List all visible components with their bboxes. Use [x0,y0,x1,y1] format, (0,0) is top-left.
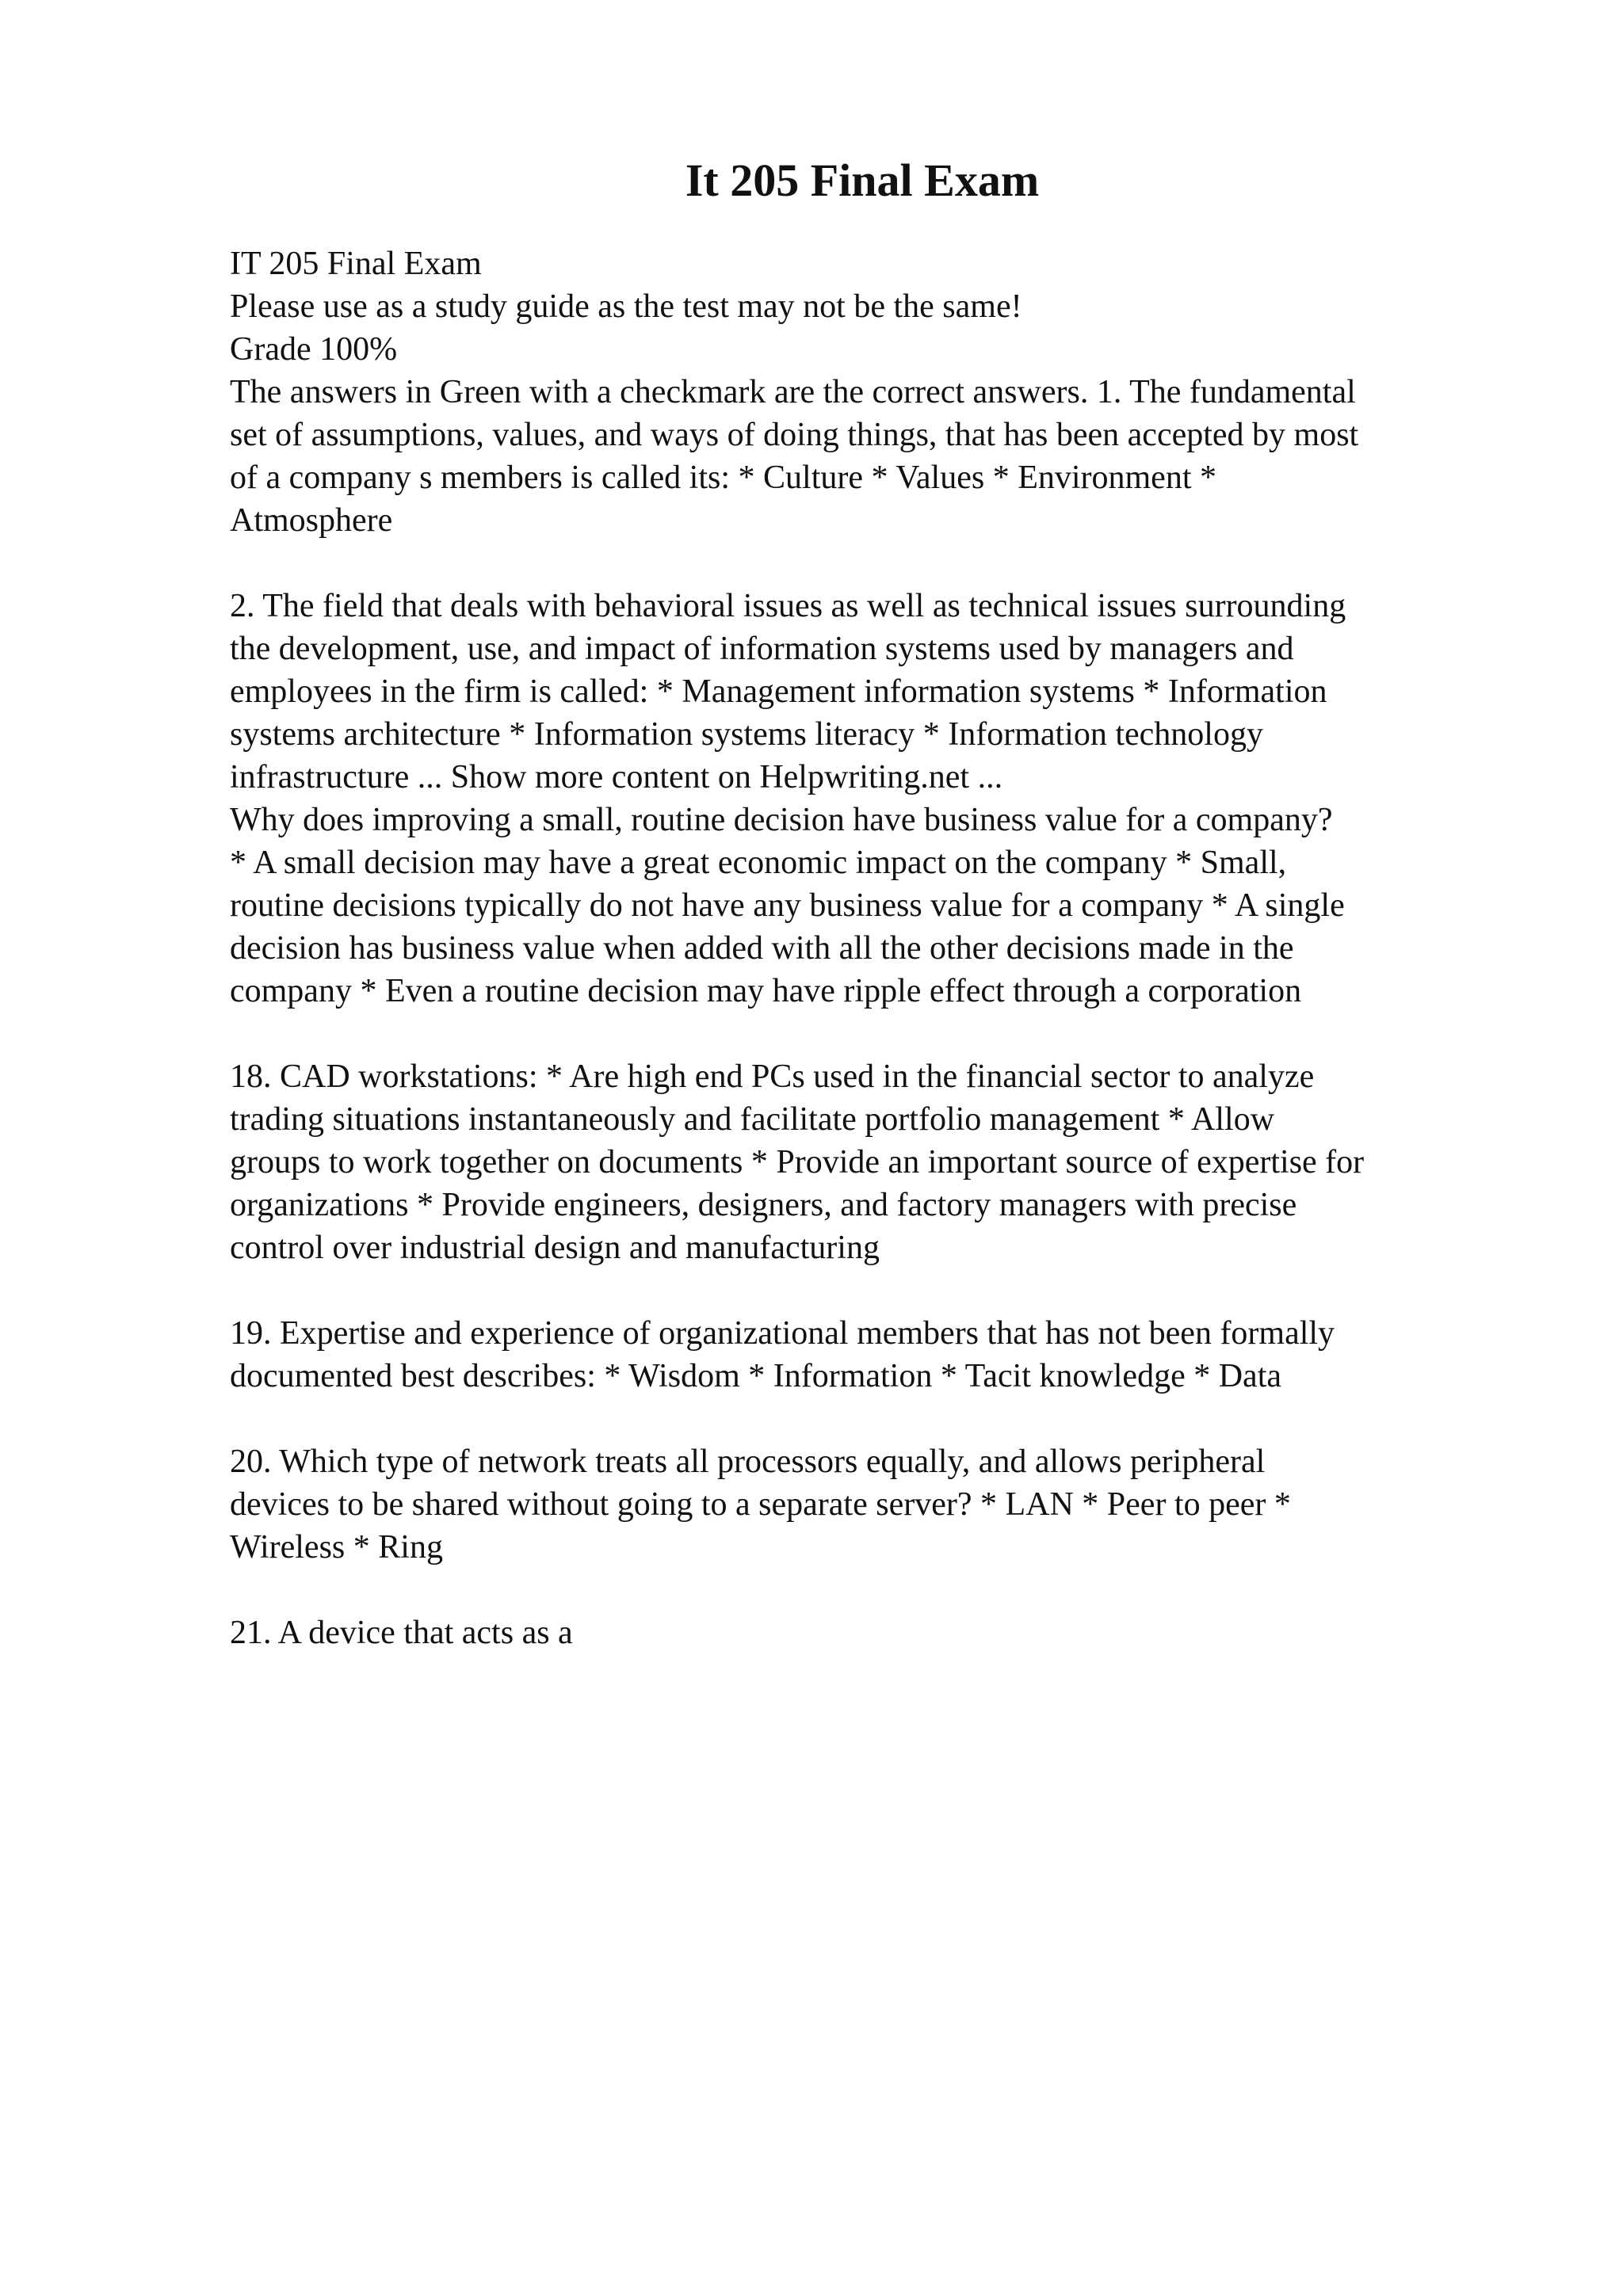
paragraph-gap [230,542,1498,585]
text-line: organizations * Provide engineers, designers, and factory managers with precise [230,1187,1297,1223]
text-line: set of assumptions, values, and ways of doing things, that has been accepted by most [230,417,1359,453]
text-line: Why does improving a small, routine decision have business value for a company? [230,802,1333,838]
text-line: Please use as a study guide as the test may not be the same! [230,288,1022,325]
text-line: systems architecture * Information systems literacy * Information technology [230,716,1263,753]
text-line: of a company s members is called its: * Culture * Values * Environment * [230,460,1216,496]
paragraph [230,585,1498,1013]
text-line: infrastructure ... Show more content on Helpwriting.net ... [230,759,1003,795]
text-line: employees in the firm is called: * Management information systems * Information [230,673,1327,710]
text-line: trading situations instantaneously and facilitate portfolio management * Allow [230,1101,1275,1138]
text-line: documented best describes: * Wisdom * Information * Tacit knowledge * Data [230,1358,1281,1394]
paragraph-gap [230,1569,1498,1611]
paragraph [230,1440,1498,1569]
text-line: * A small decision may have a great economic impact on the company * Small, [230,845,1287,881]
text-line: The answers in Green with a checkmark are the correct answers. 1. The fundamental [230,374,1356,410]
text-line: Atmosphere [230,502,393,539]
text-line: control over industrial design and manufacturing [230,1230,880,1266]
text-line: the development, use, and impact of information systems used by managers and [230,631,1294,667]
paragraph [230,1312,1498,1398]
text-line: 20. Which type of network treats all processors equally, and allows peripheral [230,1444,1266,1480]
text-line: 2. The field that deals with behavioral issues as well as technical issues surrounding [230,588,1346,624]
text-line: 18. CAD workstations: * Are high end PCs used in the financial sector to analyze [230,1058,1315,1095]
paragraph-gap [230,1013,1498,1055]
text-line: groups to work together on documents * Provide an important source of expertise for [230,1144,1365,1180]
paragraph-gap [230,1269,1498,1312]
text-line: 21. A device that acts as a [230,1615,573,1651]
paragraph-gap [230,1398,1498,1440]
page-title: It 205 Final Exam [685,154,1040,206]
text-line: IT 205 Final Exam [230,246,482,282]
text-line: Grade 100% [230,331,398,368]
text-line: Wireless * Ring [230,1529,443,1566]
document-body [230,242,1498,1654]
text-line: routine decisions typically do not have any business value for a company * A single [230,887,1345,924]
paragraph [230,1055,1498,1269]
text-line: decision has business value when added with all the other decisions made in the [230,930,1294,967]
text-line: devices to be shared without going to a separate server? * LAN * Peer to peer * [230,1486,1291,1523]
paragraph [230,1611,1498,1654]
text-line: company * Even a routine decision may have ripple effect through a corporation [230,973,1302,1009]
text-line: 19. Expertise and experience of organizational members that has not been formally [230,1315,1335,1352]
paragraph [230,242,1498,542]
